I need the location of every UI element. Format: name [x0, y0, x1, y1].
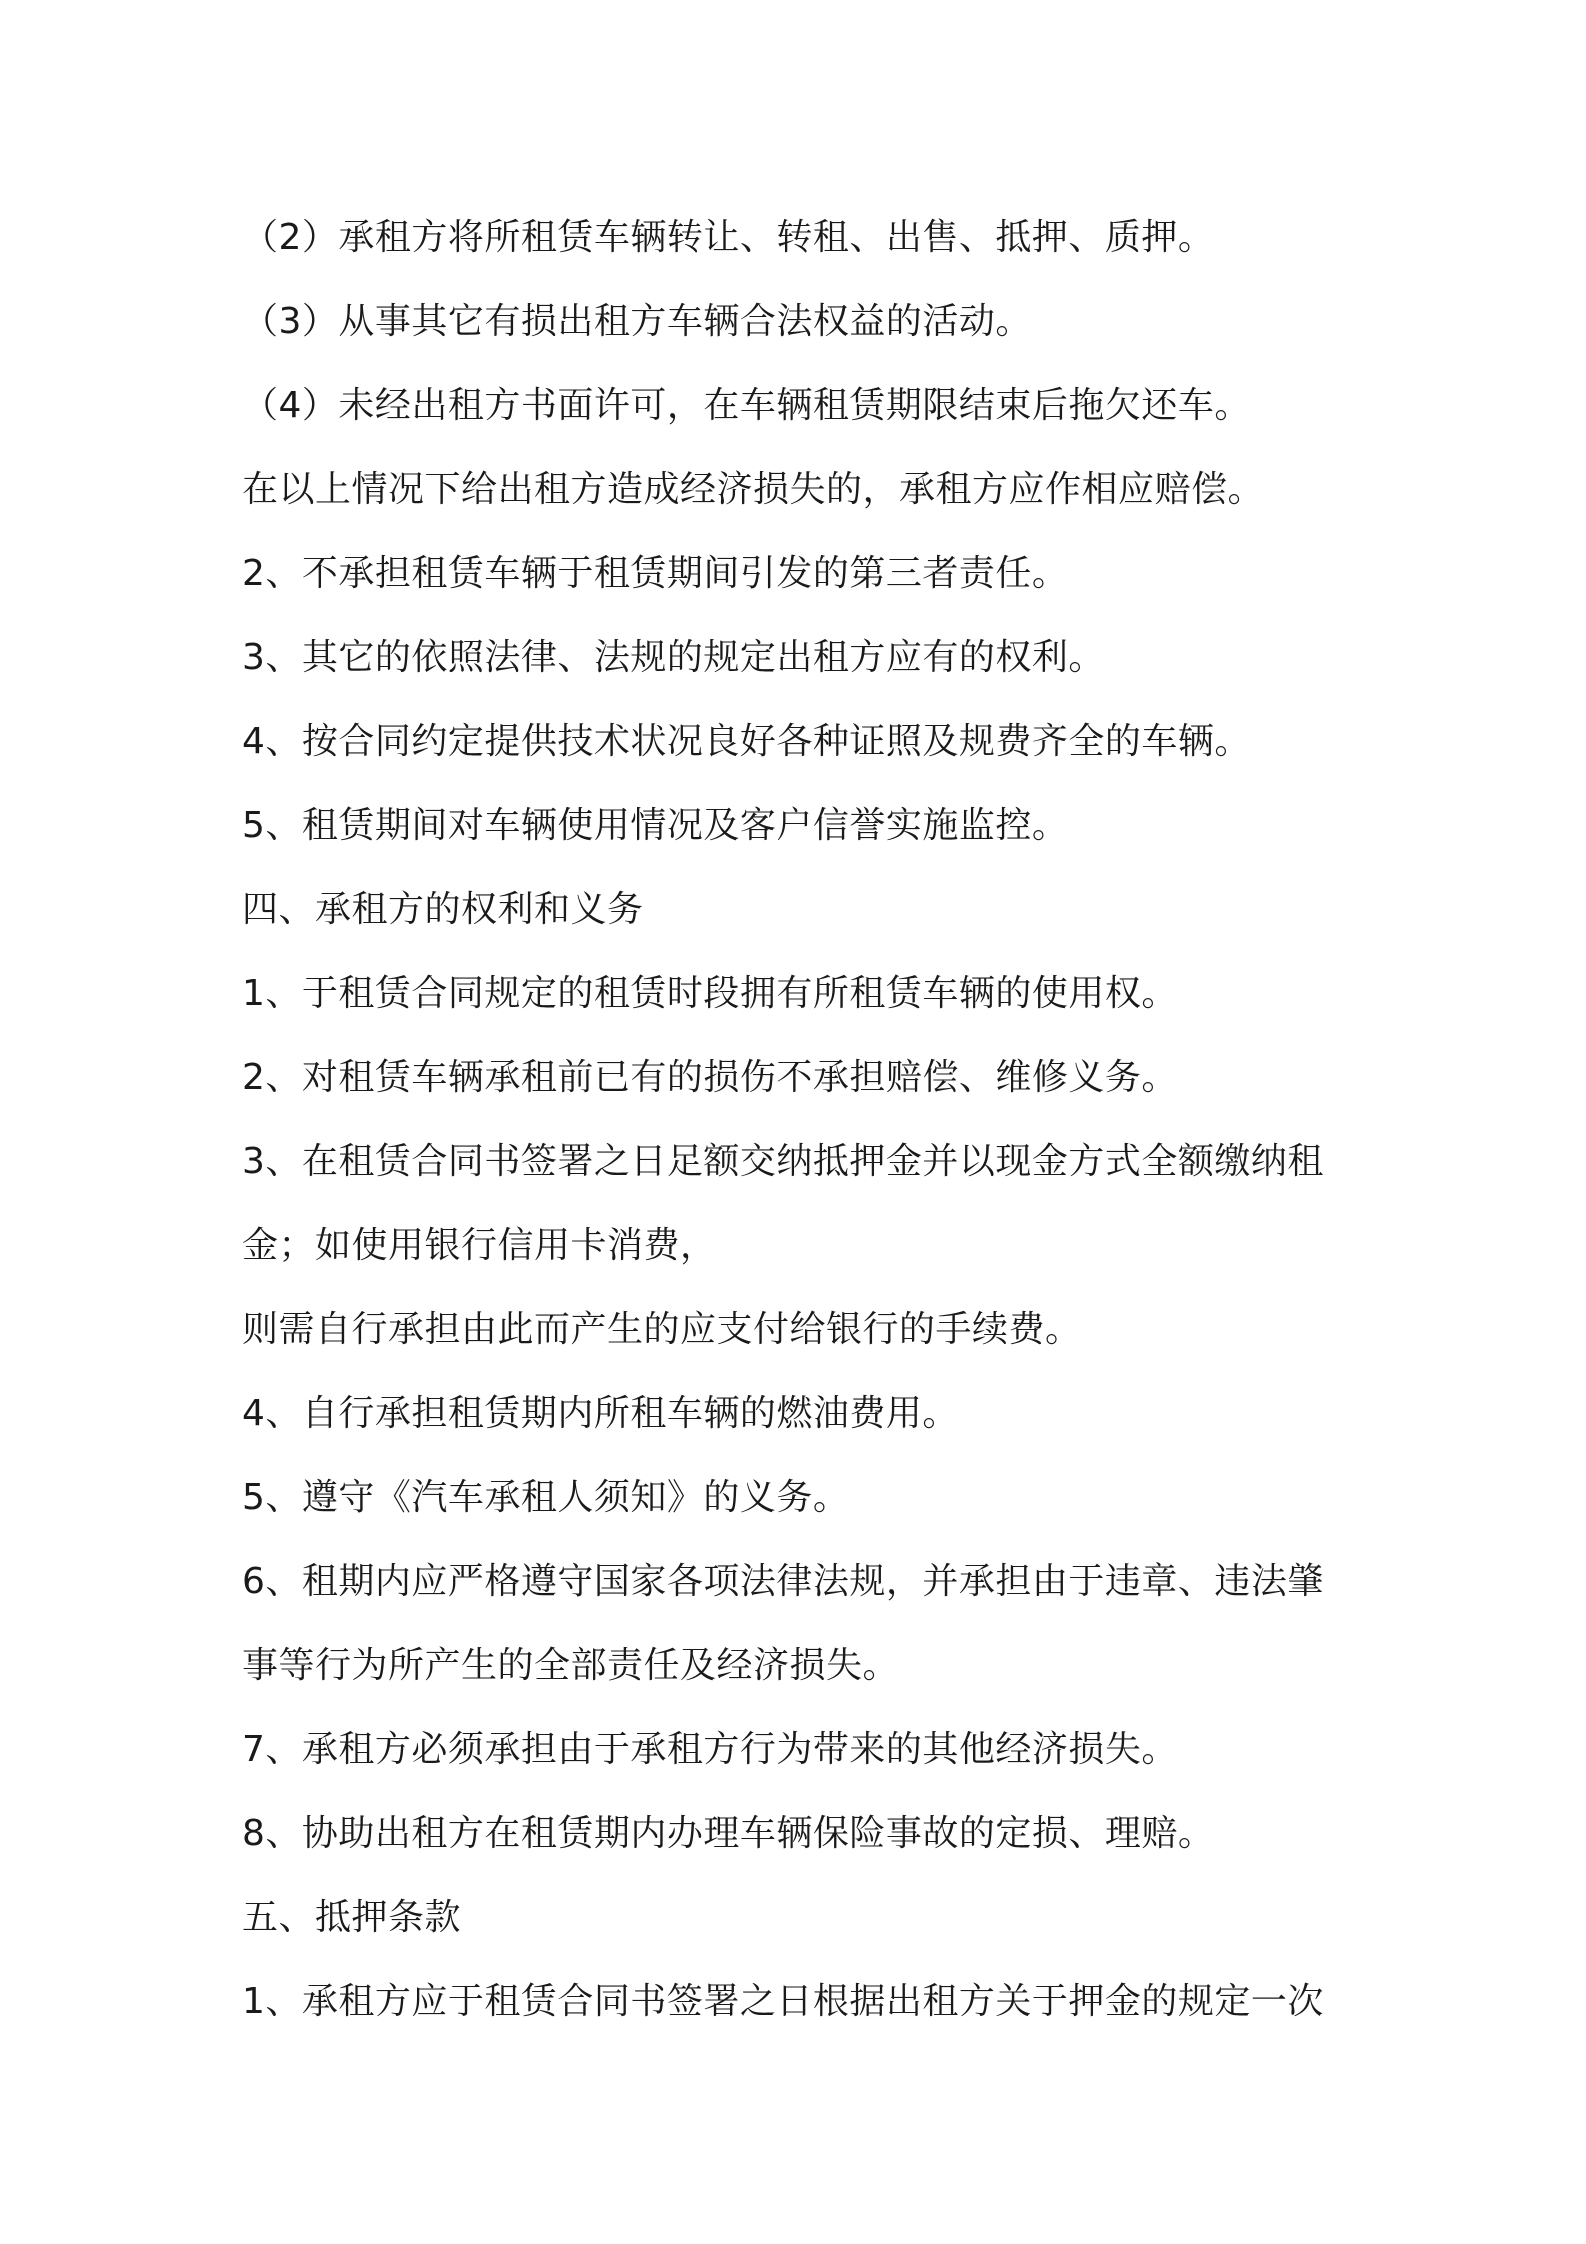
lessee-item-3-line-1: 3、在租赁合同书签署之日足额交纳抵押金并以现金方式全额缴纳租 [242, 1141, 1324, 1182]
lessee-item-2: 2、对租赁车辆承租前已有的损伤不承担赔偿、维修义务。 [242, 1057, 1178, 1098]
clause-2-item-3: （3）从事其它有损出租方车辆合法权益的活动。 [242, 301, 1032, 342]
lessee-item-7: 7、承租方必须承担由于承租方行为带来的其他经济损失。 [242, 1729, 1178, 1770]
lessor-item-2: 2、不承担租赁车辆于租赁期间引发的第三者责任。 [242, 553, 1069, 594]
deposit-item-1: 1、承租方应于租赁合同书签署之日根据出租方关于押金的规定一次 [242, 1981, 1324, 2022]
lessee-item-6-line-2: 事等行为所产生的全部责任及经济损失。 [242, 1645, 900, 1686]
section-heading-deposit-terms: 五、抵押条款 [242, 1897, 462, 1938]
clause-2-item-4: （4）未经出租方书面许可，在车辆租赁期限结束后拖欠还车。 [242, 385, 1251, 426]
lessor-item-3: 3、其它的依照法律、法规的规定出租方应有的权利。 [242, 637, 1105, 678]
lessor-item-4: 4、按合同约定提供技术状况良好各种证照及规费齐全的车辆。 [242, 721, 1251, 762]
lessee-item-6-line-1: 6、租期内应严格遵守国家各项法律法规，并承担由于违章、违法肇 [242, 1561, 1324, 1602]
lessee-item-3-line-2: 金；如使用银行信用卡消费， [242, 1225, 717, 1266]
lessee-item-4: 4、自行承担租赁期内所租车辆的燃油费用。 [242, 1393, 959, 1434]
lessee-item-3-line-3: 则需自行承担由此而产生的应支付给银行的手续费。 [242, 1309, 1082, 1350]
lessee-item-5: 5、遵守《汽车承租人须知》的义务。 [242, 1477, 850, 1518]
lessee-item-1: 1、于租赁合同规定的租赁时段拥有所租赁车辆的使用权。 [242, 973, 1178, 1014]
section-heading-lessee-rights: 四、承租方的权利和义务 [242, 889, 644, 930]
document-body [242, 196, 1362, 2044]
compensation-note: 在以上情况下给出租方造成经济损失的，承租方应作相应赔偿。 [242, 469, 1265, 510]
clause-2-item-2: （2）承租方将所租赁车辆转让、转租、出售、抵押、质押。 [242, 217, 1215, 258]
lessee-item-8: 8、协助出租方在租赁期内办理车辆保险事故的定损、理赔。 [242, 1813, 1215, 1854]
lessor-item-5: 5、租赁期间对车辆使用情况及客户信誉实施监控。 [242, 805, 1069, 846]
